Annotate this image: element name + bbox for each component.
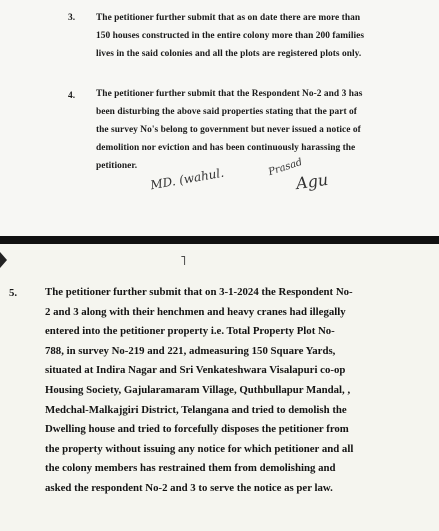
page-divider bbox=[0, 236, 439, 244]
signature-right-top: Prasad bbox=[267, 156, 304, 179]
paragraph-4-line: the survey No's belong to government but never issued a notice of bbox=[96, 125, 361, 135]
paragraph-3-line: lives in the said colonies and all the plots are registered plots only. bbox=[96, 49, 362, 59]
paragraph-5-line: entered into the petitioner property i.e. Total Property Plot No- bbox=[45, 325, 335, 338]
signature-left: MD. (wahul. bbox=[149, 165, 225, 193]
paragraph-3-line: The petitioner further submit that as on date there are more than bbox=[96, 13, 361, 23]
page-mark: ˥ bbox=[180, 254, 187, 269]
paragraph-4-line: demolition nor eviction and has been continuously harassing the bbox=[96, 143, 356, 153]
signature-right-bottom: Agu bbox=[294, 169, 330, 194]
paragraph-5-line: Medchal-Malkajgiri District, Telangana and tried to demolish the bbox=[45, 403, 347, 416]
paragraph-5-line: the colony members has restrained them from demolishing and bbox=[45, 462, 336, 475]
paragraph-5-line: 788, in survey No-219 and 221, admeasuring 150 Square Yards, bbox=[45, 344, 336, 357]
paragraph-5-line: 2 and 3 along with their henchmen and heavy cranes had illegally bbox=[45, 305, 346, 318]
paragraph-4 bbox=[96, 85, 362, 175]
paragraph-5-line: Housing Society, Gajularamaram Village, Quthbullapur Mandal, , bbox=[45, 383, 351, 396]
paragraph-3 bbox=[96, 9, 364, 63]
top-document-page bbox=[0, 0, 439, 236]
paragraph-5 bbox=[45, 283, 353, 499]
paragraph-5-line: The petitioner further submit that on 3-1-2024 the Respondent No- bbox=[45, 286, 353, 298]
paragraph-4-line: been disturbing the above said properties stating that the part of bbox=[96, 107, 357, 117]
paragraph-4-line: The petitioner further submit that the Respondent No-2 and 3 has bbox=[96, 89, 363, 99]
paragraph-4-line: petitioner. bbox=[96, 161, 138, 171]
paragraph-5-line: the property without issuing any notice for which petitioner and all bbox=[45, 442, 354, 455]
paragraph-5-line: Dwelling house and tried to forcefully disposes the petitioner from bbox=[45, 423, 349, 436]
paragraph-5-line: situated at Indira Nagar and Sri Venkateshwara Visalapuri co-op bbox=[45, 364, 346, 377]
paragraph-5-line: asked the respondent No-2 and 3 to serve the notice as per law. bbox=[45, 481, 333, 494]
edge-arrow-icon bbox=[0, 252, 7, 268]
paragraph-4-number: 4. bbox=[68, 91, 76, 101]
paragraph-5-number: 5. bbox=[9, 287, 18, 299]
paragraph-3-number: 3. bbox=[68, 13, 76, 23]
paragraph-3-line: 150 houses constructed in the entire colony more than 200 families bbox=[96, 31, 365, 41]
